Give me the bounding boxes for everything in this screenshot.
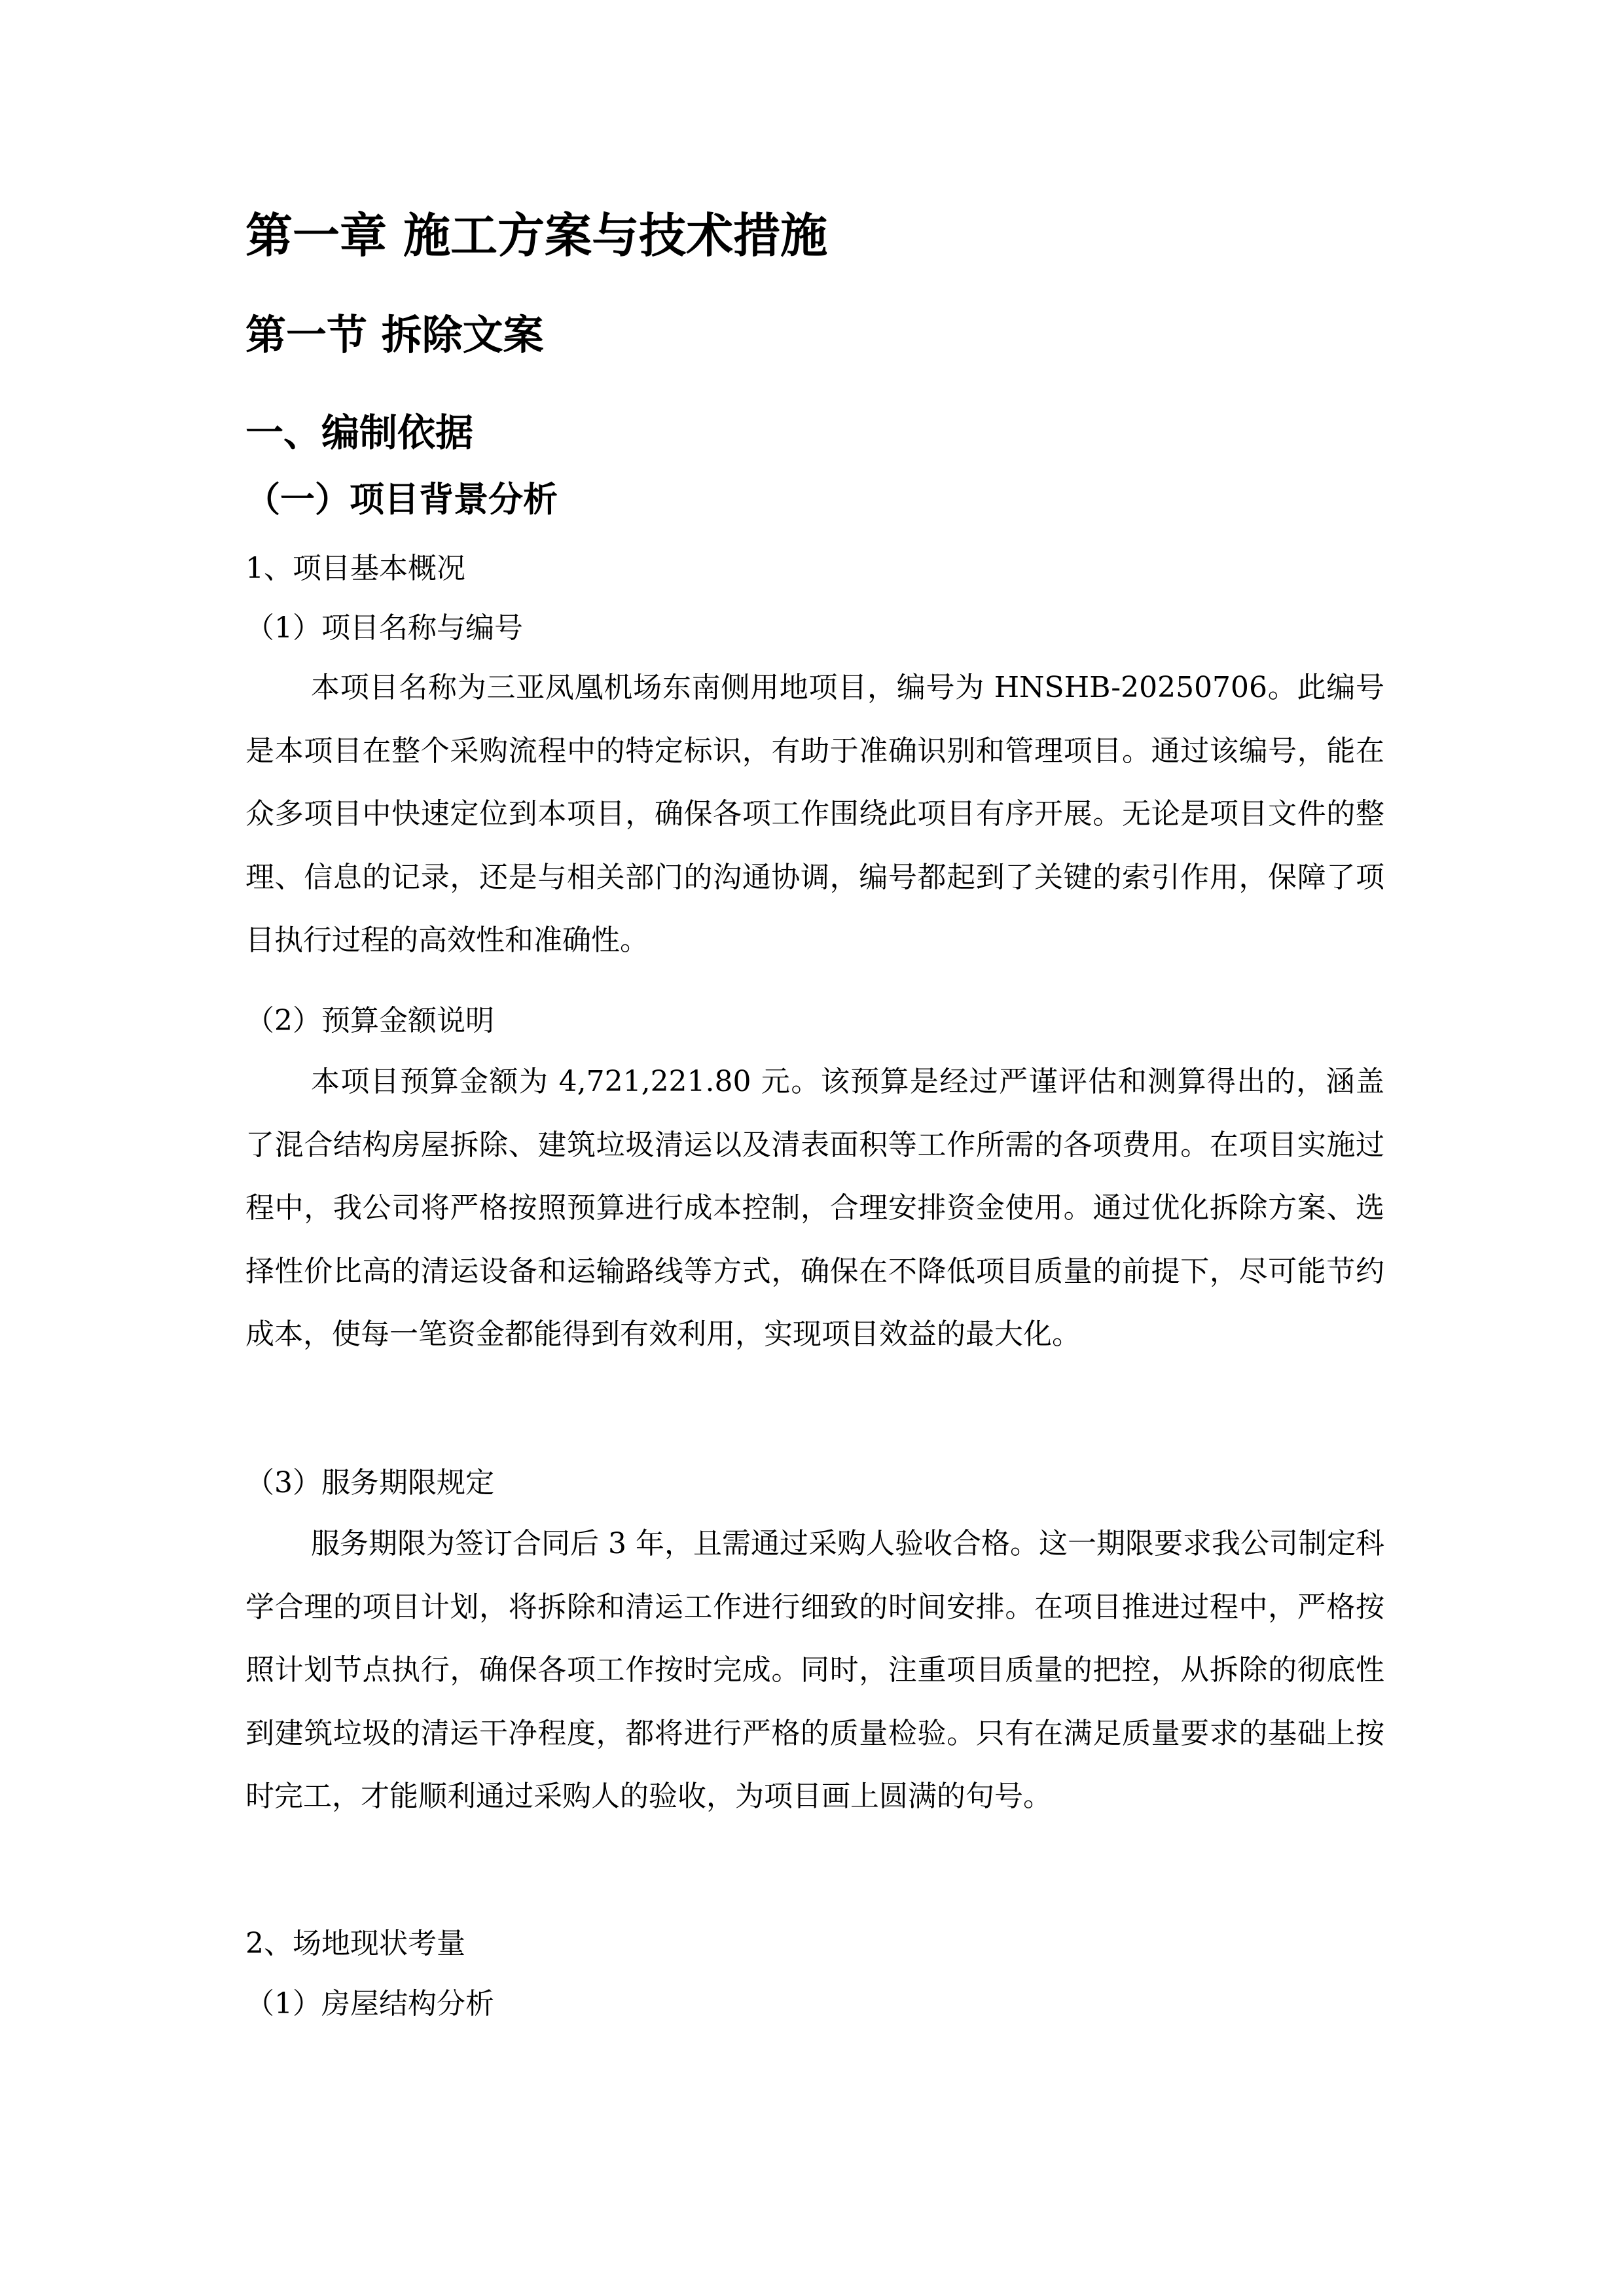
item-1-1-title: （1）项目名称与编号 (245, 611, 523, 645)
item-1-2-paragraph: 本项目预算金额为 4,721,221.80 元。该预算是经过严谨评估和测算得出的，涵盖了混合结构房屋拆除、建筑垃圾清运以及清表面积等工作所需的各项费用。在项目实施过程中，我公司将严格按照预算进行成本控制，合理安排资金使用。通过优化拆除方案、选择性价比高的清运设备和运输路线等方式，确保在不降低项目质量的前提下，尽可能节约成本，使每一笔资金都能得到有效利用，实现项目效益的最大化。 (245, 1065, 1384, 1351)
item-1-2-title: （2）预算金额说明 (245, 1004, 494, 1037)
section-title: 第一节 拆除文案 (245, 311, 544, 359)
document-page (245, 0, 1384, 2296)
item-1-1-paragraph: 本项目名称为三亚凤凰机场东南侧用地项目，编号为 HNSHB-20250706。此编号是本项目在整个采购流程中的特定标识，有助于准确识别和管理项目。通过该编号，能在众多项目中快速定位到本项目，确保各项工作围绕此项目有序开展。无论是项目文件的整理、信息的记录，还是与相关部门的沟通协调，编号都起到了关键的索引作用，保障了项目执行过程的高效性和准确性。 (245, 671, 1384, 957)
chapter-title: 第一章 施工方案与技术措施 (245, 208, 828, 263)
item-1-title: 1、项目基本概况 (245, 552, 465, 585)
item-2-title: 2、场地现状考量 (245, 1927, 465, 1960)
item-1-3-paragraph: 服务期限为签订合同后 3 年，且需通过采购人验收合格。这一期限要求我公司制定科学合理的项目计划，将拆除和清运工作进行细致的时间安排。在项目推进过程中，严格按照计划节点执行，确保各项工作按时完成。同时，注重项目质量的把控，从拆除的彻底性到建筑垃圾的清运干净程度，都将进行严格的质量检验。只有在满足质量要求的基础上按时完工，才能顺利通过采购人的验收，为项目画上圆满的句号。 (245, 1527, 1384, 1813)
subsection-title: 一、编制依据 (245, 410, 474, 455)
sub-subsection-title: （一）项目背景分析 (245, 479, 558, 520)
item-2-1-title: （1）房屋结构分析 (245, 1987, 494, 2020)
item-1-3-title: （3）服务期限规定 (245, 1466, 494, 1499)
